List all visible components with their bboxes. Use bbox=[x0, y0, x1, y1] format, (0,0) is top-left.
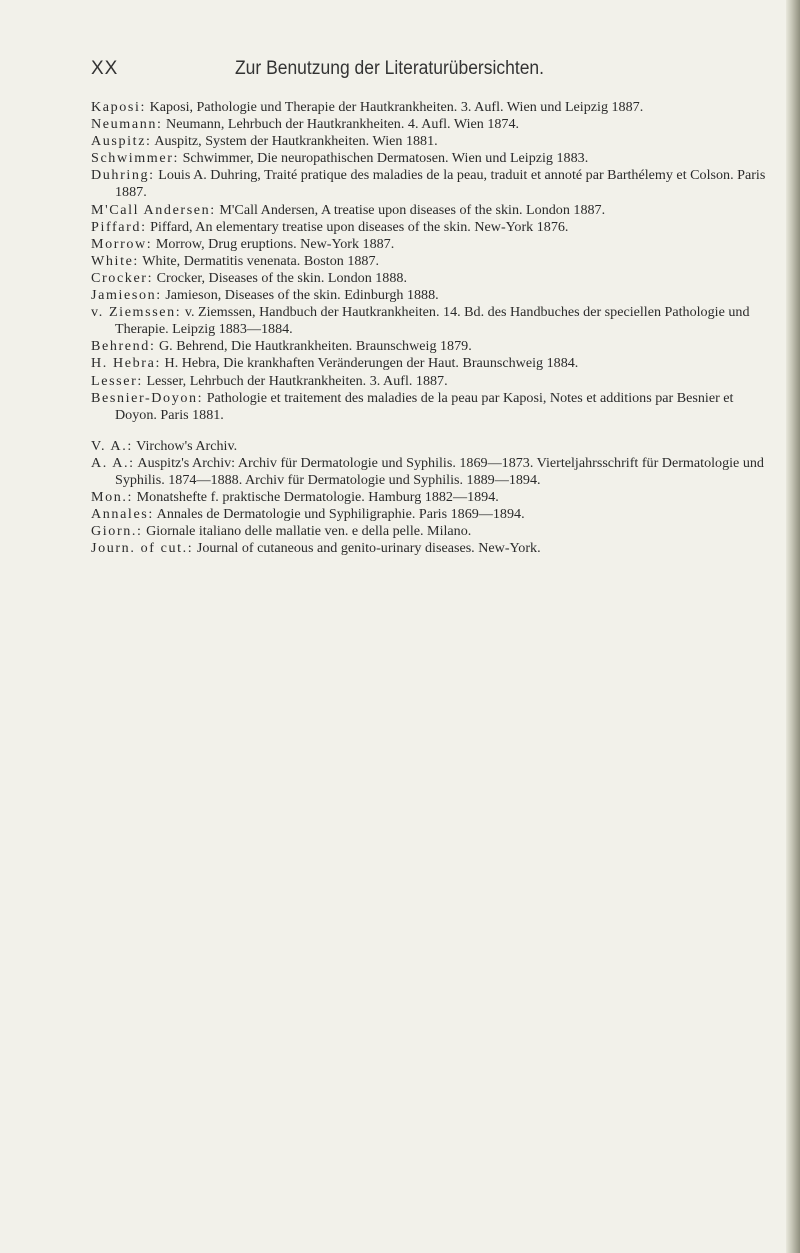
journal-text: Virchow's Archiv. bbox=[136, 437, 238, 454]
reference-entry bbox=[91, 304, 771, 338]
reference-key: Jamieson: bbox=[91, 287, 162, 304]
reference-key: Schwimmer: bbox=[91, 150, 180, 167]
reference-text: Morrow, Drug eruptions. New-York 1887. bbox=[155, 235, 395, 252]
reference-entry bbox=[91, 355, 771, 372]
bibliography-list bbox=[91, 99, 771, 557]
reference-text: Lesser, Lehrbuch der Hautkrankheiten. 3. Aufl. 1887. bbox=[146, 372, 448, 389]
journal-entry bbox=[91, 540, 771, 557]
reference-key: Piffard: bbox=[91, 218, 147, 235]
reference-text: H. Hebra, Die krankhaften Veränderungen der Haut. Braunschweig 1884. bbox=[164, 355, 579, 372]
reference-text: Schwimmer, Die neuropathischen Dermatosen. Wien und Leipzig 1883. bbox=[182, 150, 589, 167]
reference-key: Morrow: bbox=[91, 235, 153, 252]
reference-text: G. Behrend, Die Hautkrankheiten. Braunschweig 1879. bbox=[159, 338, 472, 355]
reference-entry bbox=[91, 133, 771, 150]
reference-entry bbox=[91, 287, 771, 304]
reference-text: Kaposi, Pathologie und Therapie der Hautkrankheiten. 3. Aufl. Wien und Leipzig 1887. bbox=[149, 99, 644, 115]
journal-entry bbox=[91, 438, 771, 455]
reference-text: Crocker, Diseases of the skin. London 1888. bbox=[156, 269, 407, 286]
reference-text: Auspitz, System der Hautkrankheiten. Wien 1881. bbox=[154, 133, 438, 150]
reference-text: Pathologie et traitement des maladies de la peau par Kaposi, Notes et additions par Besnier et Doyon. Paris 1881. bbox=[115, 389, 734, 423]
journal-key: Giorn.: bbox=[91, 523, 143, 540]
reference-key: Behrend: bbox=[91, 338, 156, 355]
reference-entry bbox=[91, 167, 771, 201]
reference-text: Jamieson, Diseases of the skin. Edinburgh 1888. bbox=[165, 287, 439, 304]
reference-key: M'Call Andersen: bbox=[91, 201, 216, 218]
reference-key: Lesser: bbox=[91, 372, 143, 389]
journal-key: Annales: bbox=[91, 506, 154, 523]
reference-entry bbox=[91, 270, 771, 287]
reference-entry bbox=[91, 99, 771, 116]
reference-key: White: bbox=[91, 252, 139, 269]
reference-key: H. Hebra: bbox=[91, 355, 161, 372]
journal-text: Journal of cutaneous and genito-urinary diseases. New-York. bbox=[196, 540, 541, 557]
journal-key: Journ. of cut.: bbox=[91, 540, 194, 557]
reference-text: Louis A. Duhring, Traité pratique des maladies de la peau, traduit et annoté par Barthélemy et Colson. Paris 1887. bbox=[115, 167, 766, 201]
journal-entry bbox=[91, 455, 771, 489]
journal-key: A. A.: bbox=[91, 454, 135, 471]
journal-text: Auspitz's Archiv: Archiv für Dermatologie und Syphilis. 1869—1873. Vierteljahrsschrift für Dermatologie und Syphilis. 1874—1888. Archiv für Dermatologie und Syphilis. 1889—1894. bbox=[115, 454, 764, 488]
reference-text: White, Dermatitis venenata. Boston 1887. bbox=[142, 252, 380, 269]
journal-entry bbox=[91, 523, 771, 540]
journal-text: Monatshefte f. praktische Dermatologie. Hamburg 1882—1894. bbox=[136, 489, 499, 506]
journal-entry bbox=[91, 506, 771, 523]
reference-entry bbox=[91, 236, 771, 253]
reference-key: Kaposi: bbox=[91, 99, 147, 115]
reference-text: v. Ziemssen, Handbuch der Hautkrankheiten. 14. Bd. des Handbuches der speciellen Pathologie und Therapie. Leipzig 1883—1884. bbox=[115, 304, 750, 338]
reference-entry bbox=[91, 338, 771, 355]
page-number: XX bbox=[91, 58, 119, 79]
journal-text: Annales de Dermatologie und Syphiligraphie. Paris 1869—1894. bbox=[156, 506, 525, 523]
reference-entry bbox=[91, 373, 771, 390]
reference-key: Neumann: bbox=[91, 116, 163, 133]
journal-entry bbox=[91, 489, 771, 506]
reference-entry bbox=[91, 219, 771, 236]
reference-text: Neumann, Lehrbuch der Hautkrankheiten. 4. Aufl. Wien 1874. bbox=[166, 116, 520, 133]
reference-key: Besnier-Doyon: bbox=[91, 389, 204, 406]
reference-key: Crocker: bbox=[91, 269, 154, 286]
reference-entry bbox=[91, 202, 771, 219]
reference-entry bbox=[91, 390, 771, 424]
journal-text: Giornale italiano delle mallatie ven. e della pelle. Milano. bbox=[146, 523, 472, 540]
reference-entry bbox=[91, 253, 771, 270]
journal-key: Mon.: bbox=[91, 489, 134, 506]
reference-entry bbox=[91, 150, 771, 167]
reference-key: Auspitz: bbox=[91, 133, 152, 150]
reference-text: Piffard, An elementary treatise upon diseases of the skin. New-York 1876. bbox=[150, 218, 569, 235]
section-divider bbox=[91, 424, 771, 438]
page-header bbox=[91, 58, 771, 86]
journal-key: V. A.: bbox=[91, 437, 133, 454]
reference-key: Duhring: bbox=[91, 167, 155, 184]
page-edge-shadow bbox=[786, 0, 800, 1253]
reference-entry bbox=[91, 116, 771, 133]
running-title: Zur Benutzung der Literaturübersichten. bbox=[235, 58, 544, 79]
reference-text: M'Call Andersen, A treatise upon diseases of the skin. London 1887. bbox=[219, 201, 606, 218]
reference-key: v. Ziemssen: bbox=[91, 304, 182, 321]
